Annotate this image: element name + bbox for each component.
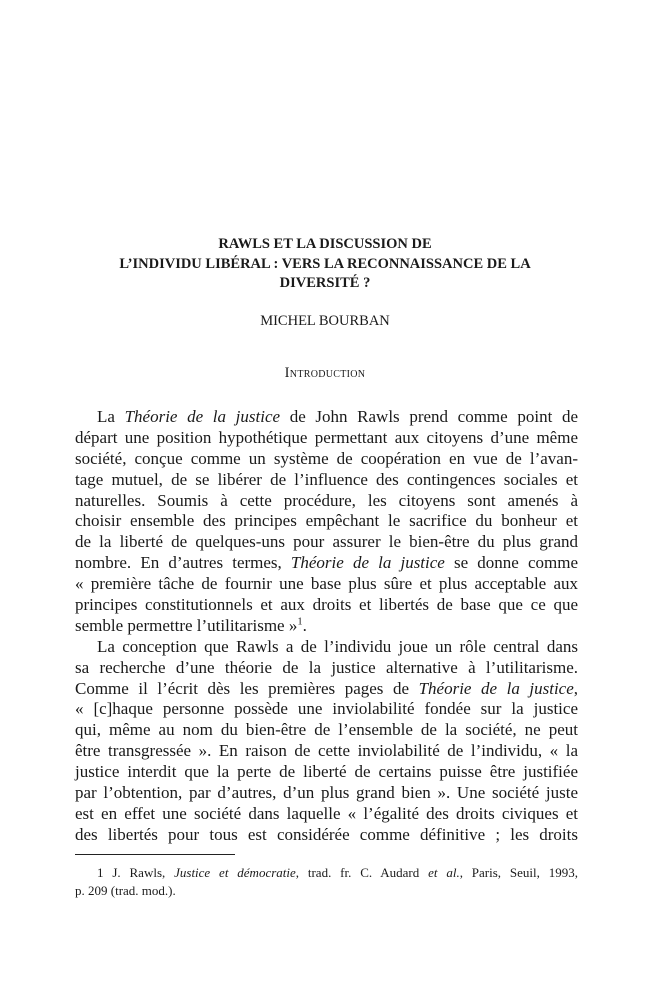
text-run: se donne comme — [444, 553, 579, 573]
text-line — [75, 637, 578, 658]
text-line — [75, 783, 578, 804]
text-line — [75, 407, 578, 428]
text-run: qui, même au nom du bien-être de l’ensemble de la société, ne peut — [75, 720, 578, 740]
text-line — [75, 741, 578, 762]
text-run: semble permettre l’utilitarisme » — [75, 615, 298, 635]
text-line — [75, 491, 578, 512]
text-run: est en effet une société dans laquelle « l’égalité des droits civiques et — [75, 803, 578, 823]
text-line — [75, 658, 578, 679]
text-run: tage mutuel, de se libérer de l’influence des contingences sociales et — [75, 469, 578, 489]
text-line — [75, 470, 578, 491]
footnote — [75, 864, 578, 900]
text-line — [75, 574, 578, 595]
body-text — [75, 407, 578, 846]
author-name: MICHEL BOURBAN — [260, 313, 390, 329]
text-line — [75, 699, 578, 720]
text-run: p. 209 (trad. mod.). — [75, 883, 176, 898]
text-run: nombre. En d’autres termes, — [75, 553, 291, 573]
section-heading: Introduction — [284, 365, 366, 381]
italic-text: et al. — [428, 865, 460, 880]
text-line — [75, 511, 578, 532]
footnote-ref: 1 — [297, 616, 303, 628]
text-line — [75, 428, 578, 449]
italic-text: Théorie de la justice — [418, 678, 574, 698]
text-run: . — [302, 615, 307, 635]
title-line-2: L’INDIVIDU LIBÉRAL : VERS LA RECONNAISSANCE DE LA — [119, 255, 531, 272]
text-run: des libertés pour tous est considérée comme définitive ; les droits — [75, 824, 578, 844]
italic-text: Théorie de la justice — [290, 553, 445, 573]
text-line — [75, 595, 578, 616]
text-run: « première tâche de fournir une base plus sûre et plus acceptable aux — [75, 574, 578, 594]
italic-text: Théorie de la justice — [124, 407, 281, 426]
text-run: , — [573, 678, 579, 698]
text-run: société, conçue comme un système de coopération en vue de l’avan- — [75, 448, 578, 468]
text-line — [75, 825, 578, 846]
text-run: par l’obtention, par d’autres, d’un plus grand bien ». Une société juste — [75, 783, 578, 803]
text-run: choisir ensemble des principes empêchant le sacrifice du bonheur et — [75, 511, 578, 531]
text-line — [75, 616, 578, 637]
text-line — [75, 532, 578, 553]
footnote-separator — [75, 854, 235, 855]
text-run: 1 J. Rawls, — [97, 865, 175, 880]
title-line-1: RAWLS ET LA DISCUSSION DE — [218, 236, 432, 252]
text-run: naturelles. Soumis à cette procédure, les citoyens sont amenés à — [75, 490, 578, 510]
text-run: « [c]haque personne possède une inviolabilité fondée sur la justice — [75, 699, 578, 719]
text-run: , trad. fr. C. Audard — [295, 865, 429, 880]
article-title — [75, 235, 575, 294]
text-run: Comme il l’écrit dès les premières pages de — [75, 678, 419, 698]
text-run: être transgressée ». En raison de cette inviolabilité de l’individu, « la — [75, 741, 578, 761]
title-line-3: DIVERSITÉ ? — [279, 275, 371, 291]
text-line — [75, 679, 578, 700]
text-line — [75, 804, 578, 825]
text-run: départ une position hypothétique permettant aux citoyens d’une même — [75, 427, 578, 447]
text-line — [75, 553, 578, 574]
text-run: sa recherche d’une théorie de la justice alternative à l’utilitarisme. — [75, 657, 578, 677]
text-line — [75, 762, 578, 783]
text-run: principes constitutionnels et aux droits et libertés de base que ce que — [75, 595, 578, 615]
text-run: , Paris, Seuil, 1993, — [459, 865, 578, 880]
text-run: de la liberté de quelques-uns pour assurer le bien-être du plus grand — [75, 532, 578, 552]
footnote-line — [75, 864, 578, 882]
italic-text: Justice et démocratie — [174, 865, 296, 880]
text-run: justice interdit que la perte de liberté de certains puisse être justifiée — [75, 762, 578, 782]
text-run: La conception que Rawls a de l’individu joue un rôle central dans — [97, 636, 578, 656]
text-run: La — [97, 407, 125, 426]
footnote-line — [75, 882, 578, 900]
text-line — [75, 720, 578, 741]
text-line — [75, 449, 578, 470]
text-run: de John Rawls prend comme point de — [280, 407, 578, 426]
